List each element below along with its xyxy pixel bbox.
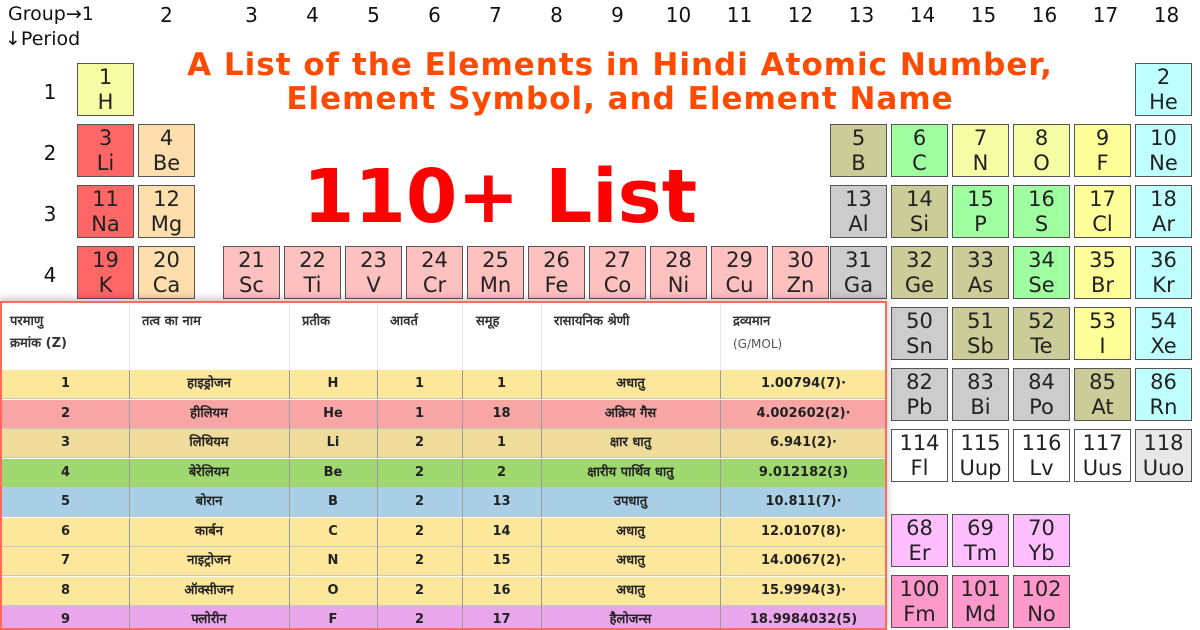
element-cell: 14 Si bbox=[891, 185, 948, 238]
table-cell-symbol: C bbox=[328, 523, 338, 539]
column-header-group: समूह bbox=[476, 314, 500, 329]
element-cell: 115 Uup bbox=[952, 429, 1009, 482]
column-header-category: रासायनिक श्रेणी bbox=[554, 314, 630, 329]
table-cell-mass: 12.0107(8)· bbox=[760, 523, 847, 539]
group-number: 5 bbox=[367, 3, 380, 27]
table-cell-period: 1 bbox=[414, 405, 425, 421]
element-cell: 22 Ti bbox=[284, 246, 341, 299]
group-number: 8 bbox=[550, 3, 563, 27]
element-cell: 7 N bbox=[952, 124, 1009, 177]
element-cell: 12 Mg bbox=[138, 185, 195, 238]
element-cell: 20 Ca bbox=[138, 246, 195, 299]
table-cell-period: 2 bbox=[414, 494, 425, 509]
table-cell-group: 13 bbox=[492, 494, 511, 509]
table-cell-symbol: He bbox=[323, 405, 343, 421]
element-cell: 52 Te bbox=[1013, 307, 1070, 360]
table-cell-symbol: H bbox=[327, 376, 339, 391]
table-cell-mass: 9.012182(3) bbox=[758, 464, 849, 480]
group-number: 12 bbox=[787, 3, 814, 27]
table-cell-z: 2 bbox=[60, 405, 71, 421]
table-cell-period: 2 bbox=[414, 582, 425, 598]
table-cell-group: 15 bbox=[492, 553, 511, 568]
table-cell-z: 4 bbox=[60, 464, 71, 480]
element-cell: 118 Uuo bbox=[1135, 429, 1192, 482]
table-cell-z: 8 bbox=[60, 582, 71, 598]
table-cell-period: 2 bbox=[414, 523, 425, 539]
table-cell-period: 2 bbox=[414, 435, 425, 450]
element-cell: 6 C bbox=[891, 124, 948, 177]
table-row bbox=[2, 488, 887, 517]
element-cell: 18 Ar bbox=[1135, 185, 1192, 238]
table-cell-category: उपधातु bbox=[613, 494, 648, 509]
element-cell: 100 Fm bbox=[891, 575, 948, 628]
table-row bbox=[2, 518, 887, 547]
table-cell-group: 14 bbox=[492, 523, 511, 539]
table-cell-symbol: B bbox=[328, 494, 338, 509]
table-cell-symbol: F bbox=[328, 612, 338, 627]
period-number: 4 bbox=[43, 263, 57, 287]
table-cell-period: 2 bbox=[414, 464, 425, 480]
table-cell-mass: 6.941(2)· bbox=[770, 435, 837, 450]
table-cell-name: बोरान bbox=[195, 494, 223, 509]
element-cell: 114 Fl bbox=[891, 429, 948, 482]
column-header-z: परमाणु क्रमांक (Z) bbox=[10, 314, 67, 351]
table-row bbox=[2, 429, 887, 458]
page-title bbox=[150, 48, 1090, 116]
table-row bbox=[2, 459, 887, 488]
element-cell: 16 S bbox=[1013, 185, 1070, 238]
element-cell: 101 Md bbox=[952, 575, 1009, 628]
element-cell: 54 Xe bbox=[1135, 307, 1192, 360]
table-cell-name: हीलियम bbox=[190, 405, 228, 421]
element-cell: 2 He bbox=[1135, 63, 1192, 116]
table-cell-mass: 1.00794(7)· bbox=[760, 376, 847, 391]
element-cell: 11 Na bbox=[77, 185, 134, 238]
period-number: 1 bbox=[43, 80, 57, 104]
table-cell-name: फ्लोरीन bbox=[191, 612, 227, 627]
group-number: 2 bbox=[160, 3, 173, 27]
element-cell: 29 Cu bbox=[711, 246, 768, 299]
period-number: 3 bbox=[43, 202, 57, 226]
table-cell-mass: 14.0067(2)· bbox=[760, 553, 847, 568]
element-cell: 86 Rn bbox=[1135, 368, 1192, 421]
group-number: 9 bbox=[611, 3, 624, 27]
table-cell-z: 9 bbox=[60, 612, 71, 627]
group-number: 6 bbox=[428, 3, 441, 27]
element-cell: 68 Er bbox=[891, 514, 948, 567]
element-cell: 1 H bbox=[77, 63, 134, 116]
table-cell-z: 6 bbox=[60, 523, 71, 539]
table-cell-group: 17 bbox=[492, 612, 511, 627]
column-header-name: तत्व का नाम bbox=[142, 314, 201, 329]
element-cell: 102 No bbox=[1013, 575, 1070, 628]
headline: 110+ List bbox=[302, 154, 698, 240]
element-cell: 70 Yb bbox=[1013, 514, 1070, 567]
table-cell-mass: 10.811(7)· bbox=[765, 494, 842, 509]
table-cell-symbol: O bbox=[327, 582, 339, 598]
element-cell: 13 Al bbox=[830, 185, 887, 238]
element-cell: 15 P bbox=[952, 185, 1009, 238]
element-cell: 4 Be bbox=[138, 124, 195, 177]
table-cell-category: हैलोजन्स bbox=[609, 612, 652, 627]
table-cell-z: 1 bbox=[60, 376, 71, 391]
title-line: Element Symbol, and Element Name bbox=[286, 81, 954, 117]
table-cell-symbol: Li bbox=[326, 435, 340, 450]
group-number: 7 bbox=[489, 3, 502, 27]
group-number: 11 bbox=[726, 3, 753, 27]
table-row bbox=[2, 400, 887, 429]
element-cell: 8 O bbox=[1013, 124, 1070, 177]
element-cell: 25 Mn bbox=[467, 246, 524, 299]
element-cell: 51 Sb bbox=[952, 307, 1009, 360]
table-cell-category: अधातु bbox=[616, 553, 645, 568]
table-cell-group: 16 bbox=[492, 582, 511, 598]
element-cell: 27 Co bbox=[589, 246, 646, 299]
table-cell-category: क्षार धातु bbox=[609, 435, 652, 450]
group-number: 18 bbox=[1153, 3, 1180, 27]
period-number: 2 bbox=[43, 141, 57, 165]
table-cell-period: 1 bbox=[414, 376, 425, 391]
group-number: 13 bbox=[848, 3, 875, 27]
element-cell: 19 K bbox=[77, 246, 134, 299]
group-number: 10 bbox=[665, 3, 692, 27]
table-cell-name: नाइट्रोजन bbox=[187, 553, 231, 568]
group-number: 16 bbox=[1031, 3, 1058, 27]
table-cell-group: 18 bbox=[492, 405, 511, 421]
table-row bbox=[2, 606, 887, 630]
element-cell: 3 Li bbox=[77, 124, 134, 177]
element-cell: 82 Pb bbox=[891, 368, 948, 421]
element-cell: 32 Ge bbox=[891, 246, 948, 299]
table-cell-name: लिथियम bbox=[189, 435, 229, 450]
element-cell: 30 Zn bbox=[772, 246, 829, 299]
element-cell: 26 Fe bbox=[528, 246, 585, 299]
element-cell: 33 As bbox=[952, 246, 1009, 299]
element-cell: 85 At bbox=[1074, 368, 1131, 421]
table-cell-group: 2 bbox=[496, 464, 507, 480]
table-cell-z: 5 bbox=[60, 494, 71, 509]
element-cell: 31 Ga bbox=[830, 246, 887, 299]
element-cell: 5 B bbox=[830, 124, 887, 177]
element-cell: 83 Bi bbox=[952, 368, 1009, 421]
element-cell: 36 Kr bbox=[1135, 246, 1192, 299]
element-cell: 21 Sc bbox=[223, 246, 280, 299]
table-cell-name: ऑक्सीजन bbox=[184, 582, 234, 598]
table-cell-category: अधातु bbox=[616, 376, 645, 391]
element-cell: 24 Cr bbox=[406, 246, 463, 299]
group-number: 14 bbox=[909, 3, 936, 27]
group-number: 4 bbox=[306, 3, 319, 27]
title-line: A List of the Elements in Hindi Atomic Number, bbox=[187, 47, 1053, 83]
table-cell-z: 7 bbox=[60, 553, 71, 568]
table-row bbox=[2, 547, 887, 576]
table-cell-category: अधातु bbox=[616, 582, 645, 598]
table-cell-group: 1 bbox=[496, 376, 507, 391]
table-cell-name: कार्बन bbox=[195, 523, 223, 539]
column-header-symbol: प्रतीक bbox=[302, 314, 331, 329]
table-cell-z: 3 bbox=[60, 435, 71, 450]
element-cell: 117 Uus bbox=[1074, 429, 1131, 482]
element-cell: 17 Cl bbox=[1074, 185, 1131, 238]
element-cell: 34 Se bbox=[1013, 246, 1070, 299]
element-cell: 53 I bbox=[1074, 307, 1131, 360]
table-cell-period: 2 bbox=[414, 612, 425, 627]
group-number: 17 bbox=[1092, 3, 1119, 27]
element-cell: 28 Ni bbox=[650, 246, 707, 299]
element-cell: 9 F bbox=[1074, 124, 1131, 177]
element-cell: 35 Br bbox=[1074, 246, 1131, 299]
table-cell-category: अधातु bbox=[616, 523, 645, 539]
table-cell-mass: 4.002602(2)· bbox=[756, 405, 851, 421]
group-number: 3 bbox=[245, 3, 258, 27]
table-header bbox=[2, 303, 887, 369]
table-cell-group: 1 bbox=[496, 435, 507, 450]
table-cell-mass: 15.9994(3)· bbox=[760, 582, 847, 598]
element-cell: 69 Tm bbox=[952, 514, 1009, 567]
table-row bbox=[2, 370, 887, 399]
table-cell-name: बेरेलियम bbox=[188, 464, 230, 480]
table-cell-period: 2 bbox=[414, 553, 425, 568]
element-cell: 50 Sn bbox=[891, 307, 948, 360]
column-header-mass: द्रव्यमान (G/MOL) bbox=[733, 314, 783, 351]
element-cell: 10 Ne bbox=[1135, 124, 1192, 177]
table-cell-category: क्षारीय पार्थिव धातु bbox=[587, 464, 674, 480]
period-axis-label: ↓Period bbox=[5, 28, 81, 50]
group-number: 15 bbox=[970, 3, 997, 27]
elements-table bbox=[0, 301, 887, 630]
element-cell: 84 Po bbox=[1013, 368, 1070, 421]
table-cell-mass: 18.9984032(5) bbox=[749, 612, 858, 627]
column-header-period: आवर्त bbox=[390, 314, 418, 329]
table-row bbox=[2, 577, 887, 606]
table-cell-symbol: Be bbox=[323, 464, 343, 480]
table-cell-name: हाइड्रोजन bbox=[187, 376, 231, 391]
element-cell: 116 Lv bbox=[1013, 429, 1070, 482]
table-cell-category: अक्रिय गैस bbox=[604, 405, 657, 421]
group-axis-label: Group→1 bbox=[8, 3, 94, 25]
element-cell: 23 V bbox=[345, 246, 402, 299]
table-cell-symbol: N bbox=[327, 553, 339, 568]
